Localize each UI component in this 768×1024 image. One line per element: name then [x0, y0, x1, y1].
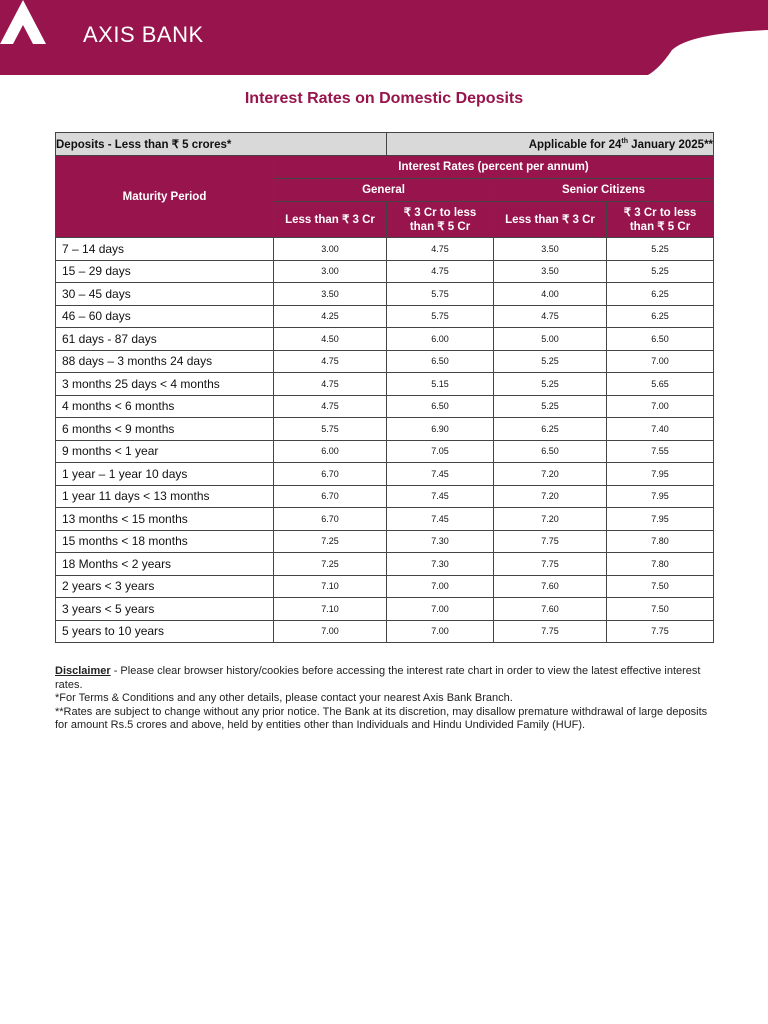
disclaimer-line-3: **Rates are subject to change without any prior notice. The Bank at its discretion, may disallow premature withdrawal of large deposits for amount Rs.5 crores and above, held by entities other than Individuals and Hindu Undivided Family (HUF).: [55, 705, 708, 731]
rate-cell: 5.75: [387, 305, 494, 328]
table-row: [56, 418, 714, 441]
rate-cell: 7.25: [274, 553, 387, 576]
table-row: [56, 373, 714, 396]
rate-cell: 6.00: [387, 328, 494, 351]
header-banner: [0, 0, 768, 78]
rate-cell: 6.50: [387, 395, 494, 418]
rate-cell: 7.20: [494, 508, 607, 531]
rate-cell: 7.25: [274, 530, 387, 553]
maturity-period-cell: 2 years < 3 years: [56, 575, 274, 598]
rate-cell: 7.75: [494, 620, 607, 643]
rate-cell: 6.70: [274, 485, 387, 508]
rate-cell: 4.75: [387, 260, 494, 283]
maturity-period-cell: 30 – 45 days: [56, 283, 274, 306]
rate-cell: 7.40: [607, 418, 714, 441]
general-header: General: [274, 179, 494, 202]
deposit-limit-label: Deposits - Less than ₹ 5 crores*: [56, 133, 387, 156]
brand-name: AXIS BANK: [83, 22, 204, 47]
table-info-bar: [56, 133, 714, 156]
rate-cell: 7.30: [387, 553, 494, 576]
maturity-period-cell: 88 days – 3 months 24 days: [56, 350, 274, 373]
maturity-period-cell: 46 – 60 days: [56, 305, 274, 328]
rate-cell: 7.60: [494, 598, 607, 621]
rate-rows: [56, 238, 714, 643]
rate-cell: 5.15: [387, 373, 494, 396]
table-row: [56, 350, 714, 373]
rate-cell: 6.50: [607, 328, 714, 351]
maturity-period-cell: 6 months < 9 months: [56, 418, 274, 441]
rate-cell: 7.80: [607, 530, 714, 553]
senior-citizens-header: Senior Citizens: [494, 179, 714, 202]
table-row: [56, 485, 714, 508]
axis-logo-icon: [0, 0, 46, 44]
maturity-period-cell: 3 years < 5 years: [56, 598, 274, 621]
rate-cell: 7.60: [494, 575, 607, 598]
table-row: [56, 530, 714, 553]
rate-cell: 7.50: [607, 598, 714, 621]
rate-cell: 6.00: [274, 440, 387, 463]
maturity-period-cell: 4 months < 6 months: [56, 395, 274, 418]
rate-cell: 7.20: [494, 463, 607, 486]
rate-cell: 7.00: [387, 620, 494, 643]
rate-cell: 6.50: [387, 350, 494, 373]
rate-cell: 4.25: [274, 305, 387, 328]
rate-cell: 7.75: [494, 553, 607, 576]
maturity-period-cell: 18 Months < 2 years: [56, 553, 274, 576]
maturity-period-cell: 9 months < 1 year: [56, 440, 274, 463]
rate-cell: 7.75: [607, 620, 714, 643]
interest-rate-table: [55, 132, 714, 643]
rate-cell: 5.00: [494, 328, 607, 351]
table-row: [56, 620, 714, 643]
page-title: Interest Rates on Domestic Deposits: [244, 90, 524, 107]
rate-cell: 7.45: [387, 463, 494, 486]
general-3to5-header: ₹ 3 Cr to less than ₹ 5 Cr: [387, 202, 494, 238]
rate-cell: 5.75: [274, 418, 387, 441]
rate-cell: 6.90: [387, 418, 494, 441]
rate-cell: 4.75: [274, 373, 387, 396]
table-row: [56, 305, 714, 328]
rate-cell: 5.25: [494, 373, 607, 396]
interest-rates-header: Interest Rates (percent per annum): [274, 156, 714, 179]
rate-cell: 7.00: [607, 350, 714, 373]
disclaimer-label: Disclaimer: [55, 665, 111, 677]
rate-cell: 4.75: [274, 395, 387, 418]
senior-3to5-header: ₹ 3 Cr to less than ₹ 5 Cr: [607, 202, 714, 238]
rate-cell: 7.50: [607, 575, 714, 598]
maturity-period-cell: 1 year 11 days < 13 months: [56, 485, 274, 508]
rate-cell: 5.25: [607, 260, 714, 283]
applicable-date: Applicable for 24th January 2025**: [387, 133, 714, 156]
rate-cell: 4.75: [494, 305, 607, 328]
table-row: [56, 395, 714, 418]
rate-cell: 6.70: [274, 463, 387, 486]
table-row: [56, 598, 714, 621]
maturity-period-cell: 3 months 25 days < 4 months: [56, 373, 274, 396]
table-row: [56, 463, 714, 486]
disclaimer-line-1: Disclaimer - Please clear browser history/cookies before accessing the interest rate chart in order to view the latest effective interest rates.: [55, 665, 701, 691]
disclaimer-section: [55, 665, 715, 733]
maturity-period-cell: 15 – 29 days: [56, 260, 274, 283]
rate-cell: 7.00: [387, 575, 494, 598]
senior-lt3-header: Less than ₹ 3 Cr: [494, 202, 607, 238]
rate-cell: 7.20: [494, 485, 607, 508]
rate-cell: 7.95: [607, 508, 714, 531]
rate-cell: 5.25: [607, 238, 714, 261]
table-row: [56, 328, 714, 351]
rate-cell: 7.05: [387, 440, 494, 463]
rate-cell: 5.25: [494, 350, 607, 373]
rate-cell: 3.00: [274, 238, 387, 261]
rate-cell: 4.50: [274, 328, 387, 351]
rate-cell: 7.95: [607, 485, 714, 508]
rate-cell: 6.25: [494, 418, 607, 441]
rate-cell: 7.00: [274, 620, 387, 643]
table-row: [56, 553, 714, 576]
table-row: [56, 440, 714, 463]
rate-cell: 4.00: [494, 283, 607, 306]
rate-cell: 7.00: [387, 598, 494, 621]
maturity-period-cell: 13 months < 15 months: [56, 508, 274, 531]
maturity-period-cell: 5 years to 10 years: [56, 620, 274, 643]
rate-cell: 4.75: [274, 350, 387, 373]
table-row: [56, 575, 714, 598]
rate-cell: 7.75: [494, 530, 607, 553]
rate-cell: 5.25: [494, 395, 607, 418]
rate-cell: 7.80: [607, 553, 714, 576]
maturity-period-cell: 7 – 14 days: [56, 238, 274, 261]
rate-cell: 7.00: [607, 395, 714, 418]
rate-cell: 7.95: [607, 463, 714, 486]
rate-cell: 6.50: [494, 440, 607, 463]
maturity-period-cell: 1 year – 1 year 10 days: [56, 463, 274, 486]
maturity-period-cell: 15 months < 18 months: [56, 530, 274, 553]
rate-cell: 7.45: [387, 508, 494, 531]
rate-cell: 5.75: [387, 283, 494, 306]
table-row: [56, 283, 714, 306]
rate-cell: 6.70: [274, 508, 387, 531]
table-row: [56, 260, 714, 283]
rate-cell: 3.50: [274, 283, 387, 306]
rate-cell: 5.65: [607, 373, 714, 396]
rate-cell: 3.00: [274, 260, 387, 283]
rate-cell: 7.30: [387, 530, 494, 553]
rate-cell: 6.25: [607, 305, 714, 328]
table-row: [56, 238, 714, 261]
maturity-period-header: Maturity Period: [56, 156, 274, 238]
rate-cell: 4.75: [387, 238, 494, 261]
general-lt3-header: Less than ₹ 3 Cr: [274, 202, 387, 238]
rate-cell: 6.25: [607, 283, 714, 306]
rate-cell: 3.50: [494, 260, 607, 283]
rate-cell: 7.45: [387, 485, 494, 508]
rate-cell: 3.50: [494, 238, 607, 261]
table-row: [56, 508, 714, 531]
rate-cell: 7.55: [607, 440, 714, 463]
maturity-period-cell: 61 days - 87 days: [56, 328, 274, 351]
rate-cell: 7.10: [274, 598, 387, 621]
disclaimer-line-2: *For Terms & Conditions and any other details, please contact your nearest Axis Bank Branch.: [55, 692, 513, 704]
rate-cell: 7.10: [274, 575, 387, 598]
